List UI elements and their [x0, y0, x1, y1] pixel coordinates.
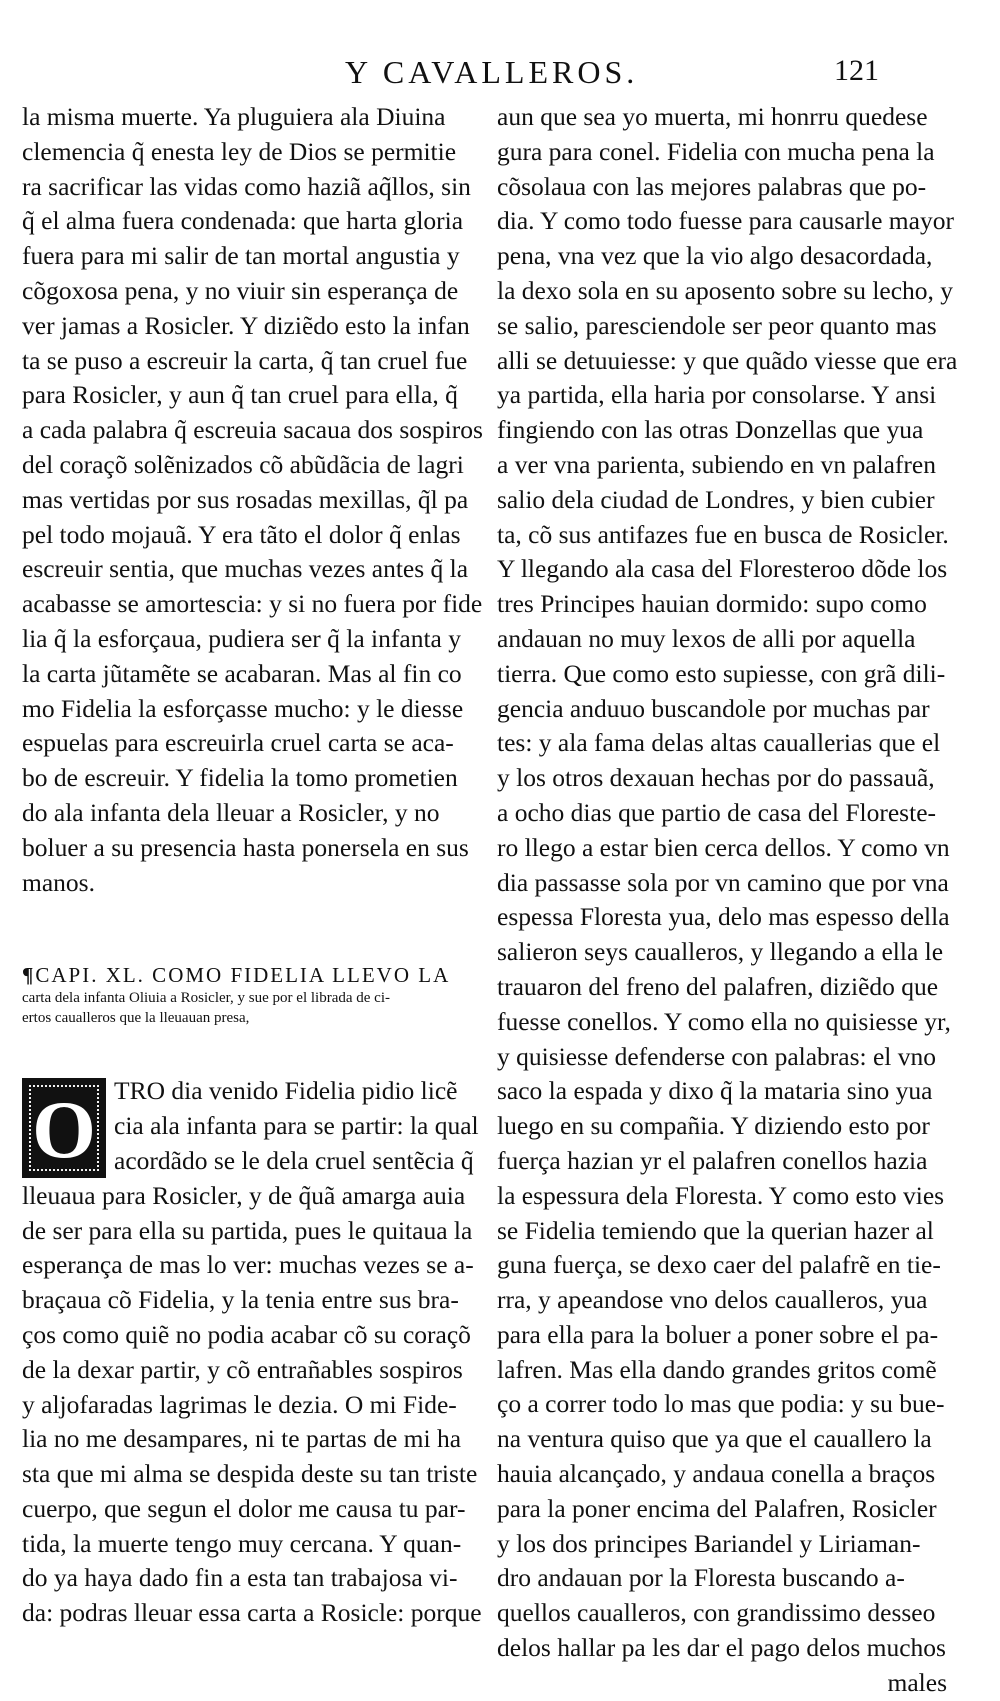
text-line: mo Fidelia la esforçasse mucho: y le diesse [22, 693, 464, 723]
text-line: y los dos principes Bariandel y Liriaman- [497, 1528, 921, 1558]
text-line: cõsolaua con las mejores palabras que po- [497, 171, 927, 201]
text-line: sta que mi alma se despida deste su tan triste [22, 1459, 478, 1489]
text-line: dia. Y como todo fuesse para causarle mayor [497, 206, 954, 236]
text-line: da: podras lleuar essa carta a Rosicle: porque [22, 1598, 482, 1628]
text-line: Y llegando ala casa del Floresteroo dõde los [497, 554, 948, 584]
text-line: fuerça hazian yr el palafren conellos hazia [497, 1145, 928, 1175]
catchword: males [887, 1667, 947, 1697]
text-line: ya partida, ella haria por consolarse. Y ansi [497, 380, 937, 410]
text-line: gencia anduuo buscandole por muchas par [497, 693, 930, 723]
text-line: ver jamas a Rosicler. Y diziẽdo esto la infan [22, 310, 470, 340]
text-line: acabasse se amortescia: y si no fuera por fide [22, 589, 483, 619]
text-line: para ella para la boluer a poner sobre el pa- [497, 1319, 939, 1349]
heading-gap [22, 1028, 490, 1074]
running-header [0, 54, 1000, 94]
text-line: ta se puso a escreuir la carta, q̃ tan cruel fue [22, 345, 468, 375]
text-line: espuelas para escreuirla cruel carta se aca- [22, 728, 454, 758]
text-line: la dexo sola en su aposento sobre su lecho, y [497, 275, 954, 305]
text-line: cuerpo, que segun el dolor me causa tu par- [22, 1493, 466, 1523]
left-column [22, 100, 490, 1631]
folio-number: 121 [834, 54, 879, 87]
text-line: y los otros dexauan hechas por do passauã, [497, 763, 935, 793]
text-line: braçaua cõ Fidelia, y la tenia entre sus bra- [22, 1285, 459, 1315]
text-line: esperança de mas lo ver: muchas vezes se a- [22, 1250, 474, 1280]
text-line: la espessura dela Floresta. Y como esto vies [497, 1180, 945, 1210]
text-line: pena, vna vez que la vio algo desacordada, [497, 241, 933, 271]
text-line: a ver vna parienta, subiendo en vn palafren [497, 449, 936, 479]
chapter-gap [22, 900, 490, 962]
text-line: dro andauan por la Floresta buscando a- [497, 1563, 905, 1593]
text-line: tres Principes hauian dormido: supo como [497, 589, 927, 619]
text-line: de la dexar partir, y cõ entrañables sospiros [22, 1354, 463, 1384]
right-column-text [497, 100, 957, 1666]
chapter-title: CAPI. XL. COMO FIDELIA LLEVO LA [35, 963, 451, 988]
text-line: tierra. Que como esto supiesse, con grã dili- [497, 658, 946, 688]
running-title: Y CAVALLEROS. [345, 54, 639, 90]
text-line: saco la espada y dixo q̃ la mataria sino yua [497, 1076, 933, 1106]
left-column-text [22, 100, 490, 900]
text-line: alli se detuuiesse: y que quãdo viesse que era [497, 345, 957, 375]
text-line: clemencia q̃ enesta ley de Dios se permitie [22, 136, 457, 166]
right-column [497, 100, 957, 1701]
text-line: salio dela ciudad de Londres, y bien cubier [497, 484, 935, 514]
text-line: quellos caualleros, con grandissimo desseo [497, 1598, 936, 1628]
dropcap-paragraph [22, 1074, 490, 1178]
text-line: luego en su compañia. Y diziendo esto por [497, 1111, 930, 1141]
text-line: para la poner encima del Palafren, Rosicler [497, 1493, 937, 1523]
text-line: ro llego a estar bien cerca dellos. Y como vn [497, 832, 950, 862]
text-line: do ya haya dado fin a esta tan trabajosa vi- [22, 1563, 458, 1593]
text-line: del coraçõ solẽnizados cõ abũdãcia de lagri [22, 449, 464, 479]
text-line: guna fuerça, se dexo caer del palafrẽ en tie- [497, 1250, 941, 1280]
text-line: lia no me desampares, ni te partas de mi ha [22, 1424, 462, 1454]
text-line: aun que sea yo muerta, mi honrru quedese [497, 102, 928, 131]
text-line: hauia alcançado, y andaua conella a braços [497, 1459, 936, 1489]
dropcap-letter: O [32, 1084, 96, 1176]
text-line: ço a correr todo lo mas que podia: y su bue- [497, 1389, 945, 1419]
text-line: y quisiesse defenderse con palabras: el vno [497, 1041, 937, 1071]
text-line: fingiendo con las otras Donzellas que yua [497, 415, 924, 445]
text-line: se salio, paresciendole ser peor quanto mas [497, 310, 937, 340]
chapter-subtitle-line-2: ertos caualleros que la lleuauan presa, [22, 1010, 250, 1027]
text-line: tida, la muerte tengo muy cercana. Y quan- [22, 1528, 462, 1558]
text-line: a cada palabra q̃ escreuia sacaua dos sospiros [22, 415, 483, 445]
text-line: ra sacrificar las vidas como haziã aq̃llos, sin [22, 171, 471, 201]
chapter-heading [22, 962, 490, 1028]
text-line: mas vertidas por sus rosadas mexillas, q̃l pa [22, 484, 469, 514]
text-line: bo de escreuir. Y fidelia la tomo prometien [22, 763, 458, 793]
text-line: pel todo mojauã. Y era tãto el dolor q̃ enlas [22, 519, 461, 549]
text-line: do ala infanta dela lleuar a Rosicler, y no [22, 797, 440, 827]
chapter-subtitle-line-1: carta dela infanta Oliuia a Rosicler, y sue por el librada de ci- [22, 990, 390, 1007]
text-line: fuera para mi salir de tan mortal angustia y [22, 241, 460, 271]
text-line: a ocho dias que partio de casa del Floreste- [497, 797, 937, 827]
text-line: acordãdo se le dela cruel sentẽcia q̃ [114, 1145, 474, 1175]
text-line: ta, cõ sus antifazes fue en busca de Rosicler. [497, 519, 949, 549]
text-line: y aljofaradas lagrimas le dezia. O mi Fide- [22, 1389, 457, 1419]
text-line: lafren. Mas ella dando grandes gritos comẽ [497, 1354, 937, 1384]
text-line: TRO dia venido Fidelia pidio licẽ [114, 1076, 458, 1106]
text-line: lleuaua para Rosicler, y de q̃uã amarga auia [22, 1180, 466, 1210]
text-line: trauaron del freno del palafren, diziẽdo que [497, 971, 939, 1001]
text-line: escreuir sentia, que muchas vezes antes q̃ la [22, 554, 469, 584]
text-line: boluer a su presencia hasta ponersela en sus [22, 832, 469, 862]
text-line: rra, y apeandose vno delos caualleros, yua [497, 1285, 928, 1315]
text-line: de ser para ella su partida, pues le quitaua la [22, 1215, 473, 1245]
text-line: para Rosicler, y aun q̃ tan cruel para ella, q̃ [22, 380, 458, 410]
text-line: salieron seys caualleros, y llegando a ella le [497, 937, 944, 967]
text-line: la misma muerte. Ya pluguiera ala Diuina [22, 102, 446, 131]
text-line: lia q̃ la esforçaua, pudiera ser q̃ la infanta y [22, 623, 461, 653]
text-line: andauan no muy lexos de alli por aquella [497, 623, 916, 653]
text-line: tes: y ala fama delas altas cauallerias que el [497, 728, 941, 758]
text-line: se Fidelia temiendo que la querian hazer al [497, 1215, 934, 1245]
text-line: na ventura quiso que ya que el cauallero la [497, 1424, 932, 1454]
text-line: la carta jũtamẽte se acabaran. Mas al fin co [22, 658, 462, 688]
text-line: fuesse conellos. Y como ella no quisiesse yr, [497, 1006, 951, 1036]
text-line: dia passasse sola por vn camino que por vna [497, 867, 949, 897]
ornamental-initial-icon [22, 1078, 106, 1178]
text-line: espessa Floresta yua, delo mas espesso della [497, 902, 950, 932]
pilcrow-icon: ¶ [22, 963, 36, 988]
text-line: manos. [22, 867, 95, 897]
text-line: cõgoxosa pena, y no viuir sin esperança de [22, 275, 459, 305]
left-column-body [22, 1179, 490, 1631]
text-line: ços como quiẽ no podia acabar cõ su coraçõ [22, 1319, 471, 1349]
text-line: q̃ el alma fuera condenada: que harta gloria [22, 206, 464, 236]
text-line: gura para conel. Fidelia con mucha pena la [497, 136, 935, 166]
text-line: cia ala infanta para se partir: la qual [114, 1111, 479, 1141]
text-line: delos hallar pa les dar el pago delos muchos [497, 1633, 946, 1663]
